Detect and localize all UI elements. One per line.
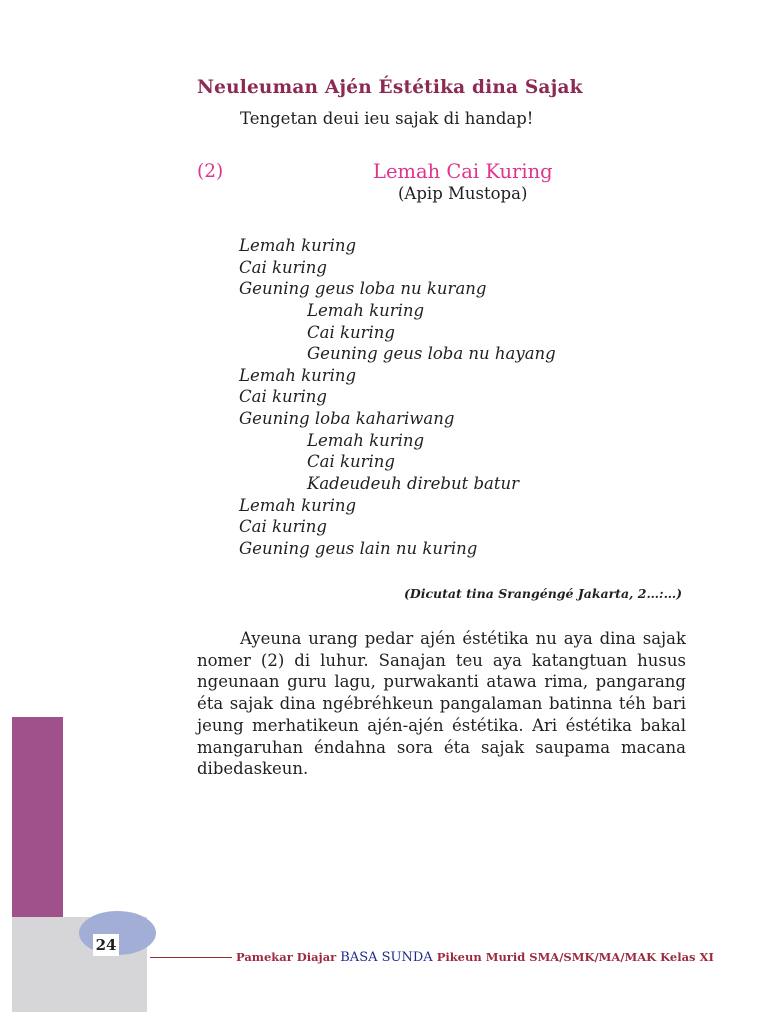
- poem-title: Lemah Cai Kuring: [373, 160, 553, 183]
- poem-number: (2): [197, 161, 224, 182]
- poem-body: [239, 235, 556, 560]
- poem-line: Lemah kuring: [239, 236, 357, 255]
- poem-line: Geuning geus lain nu kuring: [239, 538, 478, 558]
- poem-author: (Apip Mustopa): [398, 184, 528, 203]
- poem-line: Lemah kuring: [239, 495, 357, 515]
- poem-line: Geuning loba kahariwang: [239, 409, 455, 429]
- poem-line: Cai kuring: [239, 387, 327, 407]
- poem-line: Kadeudeuh direbut batur: [307, 474, 520, 494]
- poem-source: (Dicutat tina Srangéngé Jakarta, 2…:…): [403, 586, 682, 601]
- body-paragraph: Ayeuna urang pedar ajén éstétika nu aya dina sajak nomer (2) di luhur. Sanajan teu aya katangtuan husus ngeunaan guru lagu, purwakanti atawa rima, pangarang éta sajak dina ngébréhkeun pangalaman batinna téh bari jeung merhatikeun ajén-ajén éstétika. Ari éstétika bakal mangaruhan éndahna sora éta sajak saupama macana dibedaskeun.: [197, 629, 686, 779]
- footer-prefix: Pamekar Diajar: [236, 950, 337, 964]
- side-accent-bar: [12, 717, 63, 917]
- running-footer: [232, 950, 718, 965]
- poem-line: Geuning geus loba nu kurang: [239, 279, 487, 299]
- poem-line: Lemah kuring: [307, 300, 425, 320]
- poem-line: Geuning geus loba nu hayang: [307, 344, 556, 364]
- section-heading: Neuleuman Ajén Éstétika dina Sajak: [197, 77, 583, 98]
- poem-line: Cai kuring: [307, 322, 395, 342]
- poem-line: Cai kuring: [307, 452, 395, 472]
- page-number: 24: [93, 934, 119, 956]
- footer-brand: BASA SUNDA: [340, 950, 433, 965]
- poem-line: Lemah kuring: [307, 430, 425, 450]
- poem-line: Cai kuring: [239, 257, 327, 277]
- poem-line: Cai kuring: [239, 517, 327, 537]
- intro-instruction: Tengetan deui ieu sajak di handap!: [240, 109, 534, 128]
- footer-suffix: Pikeun Murid SMA/SMK/MA/MAK Kelas XI: [436, 950, 714, 964]
- poem-line: Lemah kuring: [239, 365, 357, 385]
